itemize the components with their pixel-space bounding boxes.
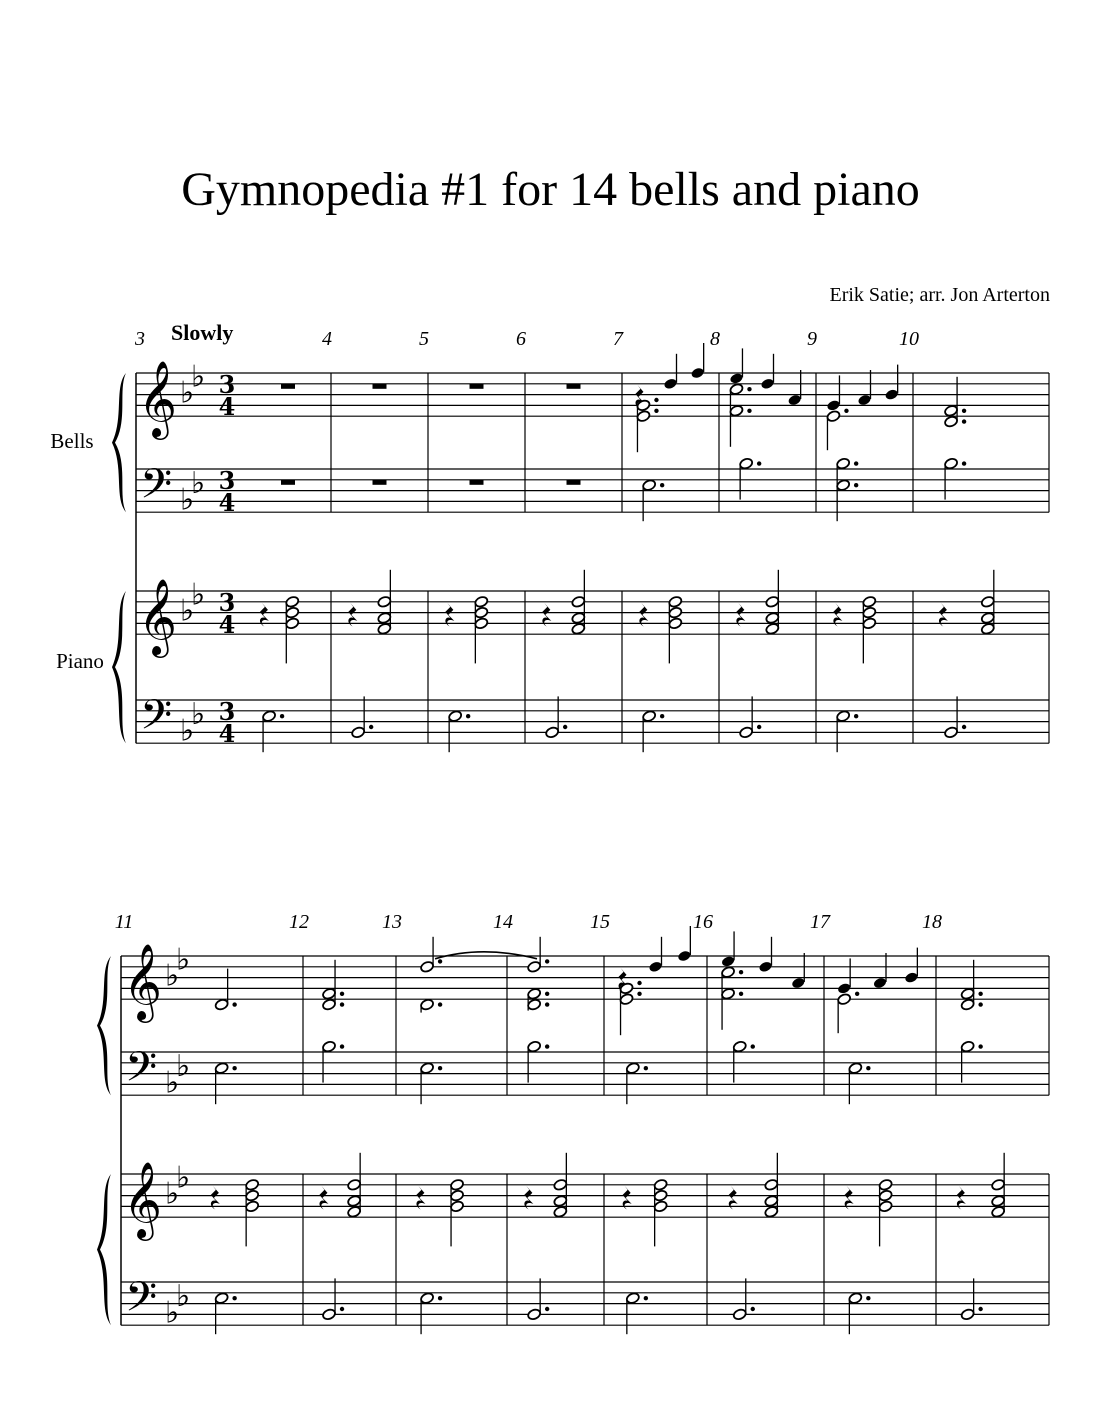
notehead — [668, 617, 683, 630]
notehead — [721, 966, 736, 979]
treble-clef-icon: 𝄞 — [123, 1161, 163, 1238]
augmentation-dot — [232, 1066, 236, 1070]
augmentation-dot — [545, 992, 549, 996]
notehead — [960, 1308, 975, 1321]
notehead — [980, 612, 995, 625]
notehead — [420, 1292, 435, 1305]
measure-number: 16 — [693, 911, 713, 933]
notehead — [285, 606, 300, 619]
time-signature-numerator: 3 — [218, 466, 236, 495]
notehead — [690, 367, 705, 380]
notehead — [826, 410, 841, 423]
flat-icon: ♭ — [191, 697, 206, 733]
notehead — [944, 404, 959, 417]
bells-treble-staff — [136, 373, 1049, 416]
augmentation-dot — [866, 1066, 870, 1070]
measure-number: 14 — [493, 911, 513, 933]
notehead — [764, 1178, 779, 1191]
augmentation-dot — [637, 992, 641, 996]
notehead — [322, 1308, 337, 1321]
notehead — [653, 1189, 668, 1202]
notehead — [527, 1040, 542, 1053]
augmentation-dot — [654, 409, 658, 413]
notehead — [944, 415, 959, 428]
augmentation-dot — [751, 1044, 755, 1048]
notehead — [721, 987, 736, 1000]
whole-rest — [281, 480, 295, 485]
bass-clef-icon: 𝄢 — [125, 1273, 158, 1331]
notehead — [878, 1200, 893, 1213]
measure-number: 17 — [810, 911, 830, 933]
notehead — [347, 1195, 362, 1208]
notehead — [991, 1178, 1006, 1191]
augmentation-dot — [844, 409, 848, 413]
notehead — [668, 606, 683, 619]
notehead — [636, 410, 651, 423]
notehead — [527, 1308, 542, 1321]
notehead — [848, 1062, 863, 1075]
notehead — [960, 998, 975, 1011]
augmentation-dot — [854, 461, 858, 465]
augmentation-dot — [644, 1066, 648, 1070]
flat-icon: ♭ — [180, 593, 195, 629]
time-signature-numerator: 3 — [218, 370, 236, 399]
whole-rest — [373, 384, 387, 389]
notehead — [960, 1040, 975, 1053]
augmentation-dot — [757, 725, 761, 729]
augmentation-dot — [466, 714, 470, 718]
notehead — [862, 617, 877, 630]
notehead — [826, 399, 841, 412]
augmentation-dot — [962, 461, 966, 465]
augmentation-dot — [660, 714, 664, 718]
notehead — [571, 622, 586, 635]
flat-icon: ♭ — [176, 1049, 191, 1085]
augmentation-dot — [751, 1307, 755, 1311]
treble-clef-icon: 𝄞 — [138, 578, 178, 655]
treble-clef-icon: 𝄞 — [138, 360, 178, 437]
notehead — [527, 960, 542, 973]
notehead — [668, 595, 683, 608]
notehead — [848, 1292, 863, 1305]
notehead — [980, 622, 995, 635]
augmentation-dot — [545, 1002, 549, 1006]
composer-credit: Erik Satie; arr. Jon Arterton — [829, 284, 1050, 306]
measure-number: 13 — [382, 911, 402, 933]
measure-number: 4 — [322, 328, 332, 350]
notehead — [474, 617, 489, 630]
piano-brace — [112, 591, 126, 743]
augmentation-dot — [978, 992, 982, 996]
notehead — [625, 1292, 640, 1305]
notehead — [944, 457, 959, 470]
notehead — [732, 1040, 747, 1053]
augmentation-dot — [340, 1307, 344, 1311]
augmentation-dot — [757, 461, 761, 465]
notehead — [836, 479, 851, 492]
augmentation-dot — [545, 959, 549, 963]
notehead — [836, 710, 851, 723]
whole-rest — [567, 480, 581, 485]
augmentation-dot — [232, 1296, 236, 1300]
time-signature-denominator: 4 — [218, 719, 236, 748]
notehead — [448, 710, 463, 723]
notehead — [648, 960, 663, 973]
notehead — [758, 960, 773, 973]
notehead — [862, 606, 877, 619]
augmentation-dot — [545, 1044, 549, 1048]
augmentation-dot — [978, 1307, 982, 1311]
flat-icon: ♭ — [191, 359, 206, 395]
bells-brace — [112, 373, 126, 512]
augmentation-dot — [962, 419, 966, 423]
measure-number: 15 — [590, 911, 610, 933]
notehead — [322, 998, 337, 1011]
piano-brace — [97, 1174, 111, 1325]
notehead — [677, 950, 692, 963]
notehead — [351, 726, 366, 739]
augmentation-dot — [644, 1296, 648, 1300]
notehead — [474, 595, 489, 608]
flat-icon: ♭ — [176, 1279, 191, 1315]
measure-number: 11 — [114, 911, 134, 933]
notehead — [739, 726, 754, 739]
measure-number: 10 — [899, 328, 919, 350]
measure-number: 8 — [710, 328, 720, 350]
flat-icon: ♭ — [180, 482, 195, 518]
notehead — [791, 977, 806, 990]
time-signature-denominator: 4 — [218, 610, 236, 639]
notehead — [420, 960, 435, 973]
notehead — [862, 595, 877, 608]
notehead — [980, 595, 995, 608]
bells-bass-staff — [136, 469, 1049, 512]
augmentation-dot — [660, 483, 664, 487]
piano-bass-staff — [121, 1282, 1049, 1325]
notehead — [553, 1195, 568, 1208]
notehead — [991, 1195, 1006, 1208]
augmentation-dot — [563, 725, 567, 729]
notehead — [878, 1178, 893, 1191]
piano-treble-staff — [121, 1174, 1049, 1217]
measure-number: 3 — [135, 328, 145, 350]
measure-number: 5 — [419, 328, 429, 350]
notehead — [732, 1308, 747, 1321]
notehead — [420, 998, 435, 1011]
notehead — [527, 987, 542, 1000]
notehead — [765, 595, 780, 608]
flat-icon: ♭ — [191, 466, 206, 502]
notehead — [527, 998, 542, 1011]
bass-clef-icon: 𝄢 — [140, 460, 173, 518]
notehead — [625, 1062, 640, 1075]
augmentation-dot — [637, 981, 641, 985]
notehead — [347, 1178, 362, 1191]
augmentation-dot — [340, 1002, 344, 1006]
notehead — [474, 606, 489, 619]
notehead — [837, 982, 852, 995]
flat-icon: ♭ — [180, 375, 195, 411]
bells-brace — [97, 956, 111, 1095]
notehead — [450, 1189, 465, 1202]
flat-icon: ♭ — [191, 577, 206, 613]
bass-clef-icon: 𝄢 — [140, 691, 173, 749]
notehead — [450, 1178, 465, 1191]
notehead — [214, 998, 229, 1011]
notehead — [729, 404, 744, 417]
piano-bass-staff — [136, 700, 1049, 743]
augmentation-dot — [280, 714, 284, 718]
augmentation-dot — [232, 1002, 236, 1006]
piano-treble-staff — [136, 591, 1049, 634]
time-signature-numerator: 3 — [218, 697, 236, 726]
notehead — [214, 1062, 229, 1075]
flat-icon: ♭ — [165, 1176, 180, 1212]
instrument-name-piano: Piano — [56, 649, 104, 674]
time-signature-denominator: 4 — [218, 392, 236, 421]
notehead — [653, 1200, 668, 1213]
notehead — [285, 595, 300, 608]
notehead — [764, 1205, 779, 1218]
whole-rest — [470, 384, 484, 389]
flat-icon: ♭ — [180, 713, 195, 749]
notehead — [245, 1178, 260, 1191]
bass-clef-icon: 𝄢 — [125, 1043, 158, 1101]
notehead — [904, 971, 919, 984]
augmentation-dot — [747, 387, 751, 391]
notehead — [765, 622, 780, 635]
notehead — [322, 987, 337, 1000]
notehead — [729, 372, 744, 385]
notehead — [545, 726, 560, 739]
measure-number: 12 — [289, 911, 309, 933]
instrument-name-bells: Bells — [50, 429, 94, 454]
notehead — [884, 388, 899, 401]
augmentation-dot — [978, 1044, 982, 1048]
augmentation-dot — [545, 1307, 549, 1311]
measure-number: 7 — [613, 328, 623, 350]
flat-icon: ♭ — [176, 942, 191, 978]
flat-icon: ♭ — [165, 1065, 180, 1101]
augmentation-dot — [978, 1002, 982, 1006]
notehead — [619, 993, 634, 1006]
notehead — [377, 622, 392, 635]
notehead — [377, 595, 392, 608]
notehead — [214, 1292, 229, 1305]
notehead — [760, 377, 775, 390]
augmentation-dot — [438, 1002, 442, 1006]
notehead — [729, 383, 744, 396]
notehead — [960, 987, 975, 1000]
notehead — [642, 479, 657, 492]
tie — [435, 952, 537, 959]
notehead — [663, 377, 678, 390]
augmentation-dot — [340, 992, 344, 996]
notehead — [245, 1200, 260, 1213]
augmentation-dot — [962, 725, 966, 729]
notehead — [642, 710, 657, 723]
augmentation-dot — [747, 409, 751, 413]
notehead — [837, 993, 852, 1006]
notehead — [377, 612, 392, 625]
notehead — [553, 1205, 568, 1218]
augmentation-dot — [369, 725, 373, 729]
whole-rest — [281, 384, 295, 389]
measure-number: 9 — [807, 328, 817, 350]
score-title: Gymnopedia #1 for 14 bells and piano — [181, 163, 920, 216]
flat-icon: ♭ — [165, 1295, 180, 1331]
notehead — [739, 457, 754, 470]
notehead — [857, 394, 872, 407]
notehead — [878, 1189, 893, 1202]
notehead — [285, 617, 300, 630]
notehead — [347, 1205, 362, 1218]
bells-bass-staff — [121, 1052, 1049, 1095]
measure-number: 18 — [922, 911, 942, 933]
whole-rest — [567, 384, 581, 389]
augmentation-dot — [739, 992, 743, 996]
notehead — [450, 1200, 465, 1213]
notehead — [944, 726, 959, 739]
augmentation-dot — [866, 1296, 870, 1300]
notehead — [764, 1195, 779, 1208]
augmentation-dot — [962, 409, 966, 413]
augmentation-dot — [340, 1044, 344, 1048]
notehead — [991, 1205, 1006, 1218]
notehead — [262, 710, 277, 723]
time-signature-denominator: 4 — [218, 488, 236, 517]
notehead — [787, 394, 802, 407]
whole-rest — [373, 480, 387, 485]
notehead — [245, 1189, 260, 1202]
augmentation-dot — [654, 398, 658, 402]
augmentation-dot — [438, 1296, 442, 1300]
tempo-marking: Slowly — [171, 320, 234, 345]
augmentation-dot — [438, 1066, 442, 1070]
notehead — [553, 1178, 568, 1191]
notehead — [571, 612, 586, 625]
notehead — [836, 457, 851, 470]
augmentation-dot — [438, 959, 442, 963]
notehead — [653, 1178, 668, 1191]
notehead — [322, 1040, 337, 1053]
whole-rest — [470, 480, 484, 485]
flat-icon: ♭ — [165, 958, 180, 994]
notehead — [873, 977, 888, 990]
augmentation-dot — [854, 714, 858, 718]
augmentation-dot — [739, 970, 743, 974]
treble-clef-icon: 𝄞 — [123, 943, 163, 1020]
augmentation-dot — [855, 992, 859, 996]
notehead — [571, 595, 586, 608]
augmentation-dot — [854, 483, 858, 487]
measure-number: 6 — [516, 328, 526, 350]
notehead — [420, 1062, 435, 1075]
time-signature-numerator: 3 — [218, 588, 236, 617]
notehead — [721, 955, 736, 968]
notehead — [765, 612, 780, 625]
flat-icon: ♭ — [176, 1160, 191, 1196]
